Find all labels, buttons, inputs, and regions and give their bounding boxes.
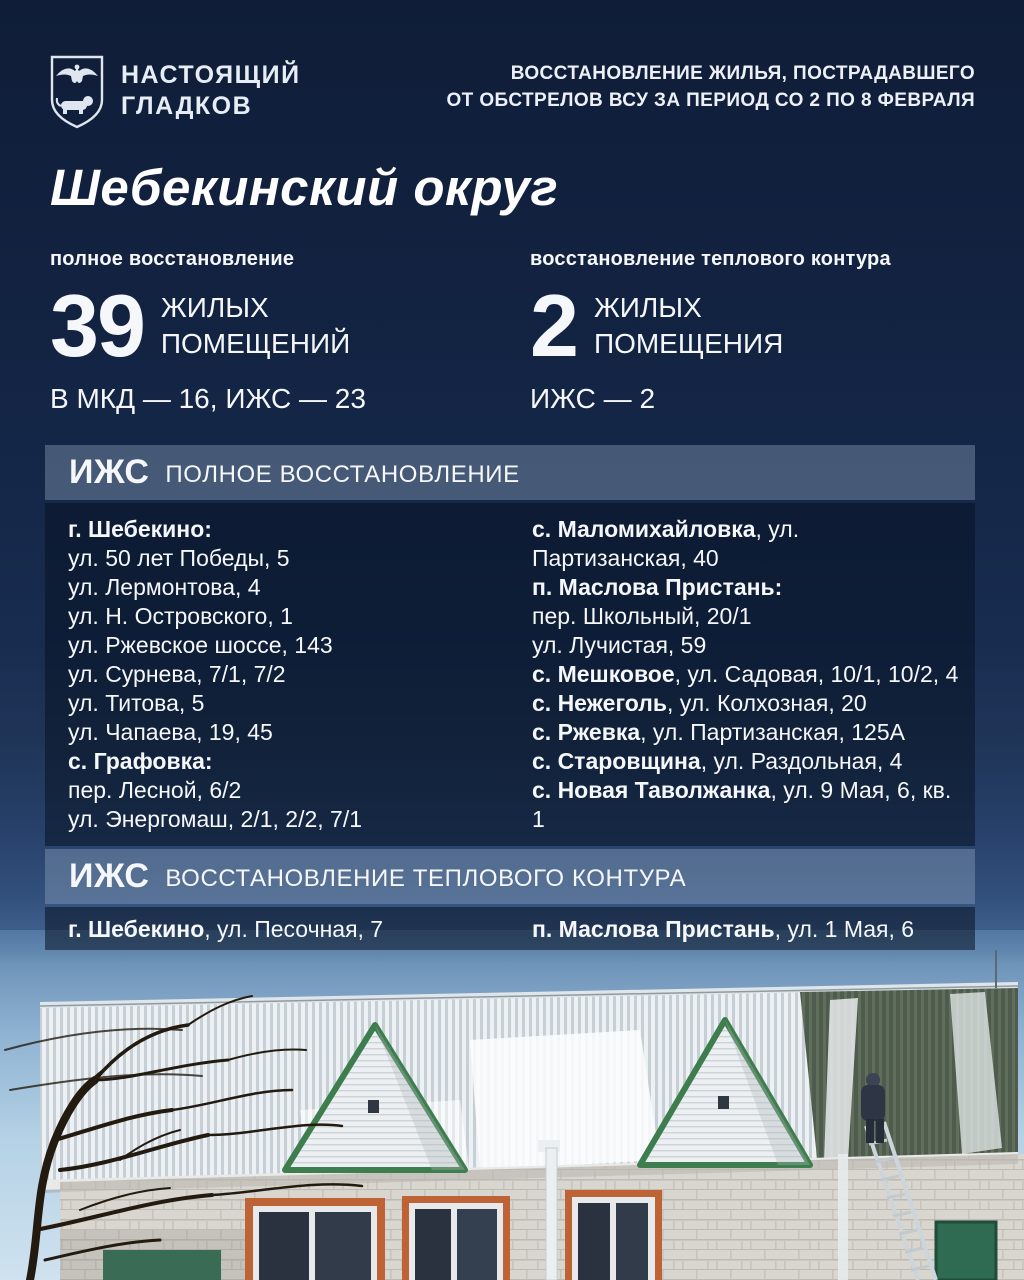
address-line: с. Мешковое, ул. Садовая, 10/1, 10/2, 4 — [532, 661, 959, 687]
stat-thermal-contour — [530, 248, 975, 415]
address-line: пер. Школьный, 20/1 — [532, 603, 752, 629]
photo-tarp — [103, 1250, 221, 1280]
address-line: ул. 50 лет Победы, 5 — [68, 545, 290, 571]
district-title: Шебекинский округ — [50, 159, 559, 216]
window — [402, 1196, 510, 1280]
section-izhs-thermal-contour — [45, 849, 975, 950]
brand-line-2: ГЛАДКОВ — [121, 92, 253, 120]
stat-label: восстановление теплового контура — [530, 248, 891, 270]
address-line: с. Ржевка, ул. Партизанская, 125А — [532, 719, 905, 745]
address-column-right — [532, 515, 960, 834]
address-line: ул. Лермонтова, 4 — [68, 574, 261, 600]
address-line: с. Маломихайловка, ул. Партизанская, 40 — [532, 516, 800, 571]
address-line: с. Новая Таволжанка, ул. 9 Мая, 6, кв. 1 — [532, 777, 952, 832]
section-title: ВОССТАНОВЛЕНИЕ ТЕПЛОВОГО КОНТУРА — [165, 864, 687, 892]
brand-line-1: НАСТОЯЩИЙ — [121, 61, 301, 89]
brand — [48, 54, 301, 130]
stat-label: полное восстановление — [50, 248, 295, 270]
stat-value: 2 — [530, 276, 577, 375]
top-bar — [48, 52, 975, 142]
address-line: г. Шебекино: — [68, 516, 212, 542]
photo-door — [936, 1222, 996, 1280]
section-title: ПОЛНОЕ ВОССТАНОВЛЕНИЕ — [165, 460, 520, 488]
address-line: с. Графовка: — [68, 748, 213, 774]
window — [245, 1198, 385, 1280]
address-line: с. Нежеголь, ул. Колхозная, 20 — [532, 690, 867, 716]
address-line: п. Маслова Пристань, ул. 1 Мая, 6 — [532, 916, 915, 942]
belgorod-crest-icon — [48, 54, 106, 130]
section-tag: ИЖС — [69, 453, 150, 491]
section-header — [45, 849, 975, 904]
report-title — [447, 60, 976, 114]
address-list — [45, 907, 975, 950]
address-line: ул. Титова, 5 — [68, 690, 205, 716]
address-line: ул. Лучистая, 59 — [532, 632, 707, 658]
address-list — [45, 503, 975, 846]
stat-unit: ЖИЛЫХ ПОМЕЩЕНИЯ — [593, 292, 784, 359]
section-izhs-full-restoration — [45, 445, 975, 846]
report-title-line-2: ОТ ОБСТРЕЛОВ ВСУ ЗА ПЕРИОД СО 2 ПО 8 ФЕВРАЛЯ — [446, 90, 975, 111]
stat-unit: ЖИЛЫХ ПОМЕЩЕНИЙ — [160, 292, 351, 359]
address-line: с. Старовщина, ул. Раздольная, 4 — [532, 748, 903, 774]
stat-detail: ИЖС — 2 — [530, 383, 656, 414]
address-line: ул. Н. Островского, 1 — [68, 603, 293, 629]
address-line: пер. Лесной, 6/2 — [68, 777, 242, 803]
house-photo — [0, 930, 1024, 1280]
address-column-left — [68, 515, 468, 834]
address-line: г. Шебекино, ул. Песочная, 7 — [68, 916, 384, 942]
address-line: ул. Сурнева, 7/1, 7/2 — [68, 661, 286, 687]
photo-windows — [245, 1190, 662, 1280]
address-line: ул. Энергомаш, 2/1, 2/2, 7/1 — [68, 806, 363, 832]
section-tag: ИЖС — [69, 857, 150, 895]
report-title-line-1: ВОССТАНОВЛЕНИЕ ЖИЛЬЯ, ПОСТРАДАВШЕГО — [510, 63, 975, 84]
address-line: ул. Ржевское шоссе, 143 — [68, 632, 333, 658]
address-line: ул. Чапаева, 19, 45 — [68, 719, 273, 745]
stat-full-restoration — [50, 248, 480, 415]
section-header — [45, 445, 975, 500]
stat-detail: В МКД — 16, ИЖС — 23 — [50, 383, 366, 414]
address-line: п. Маслова Пристань: — [532, 574, 783, 600]
window — [565, 1190, 662, 1280]
stat-value: 39 — [50, 276, 144, 375]
